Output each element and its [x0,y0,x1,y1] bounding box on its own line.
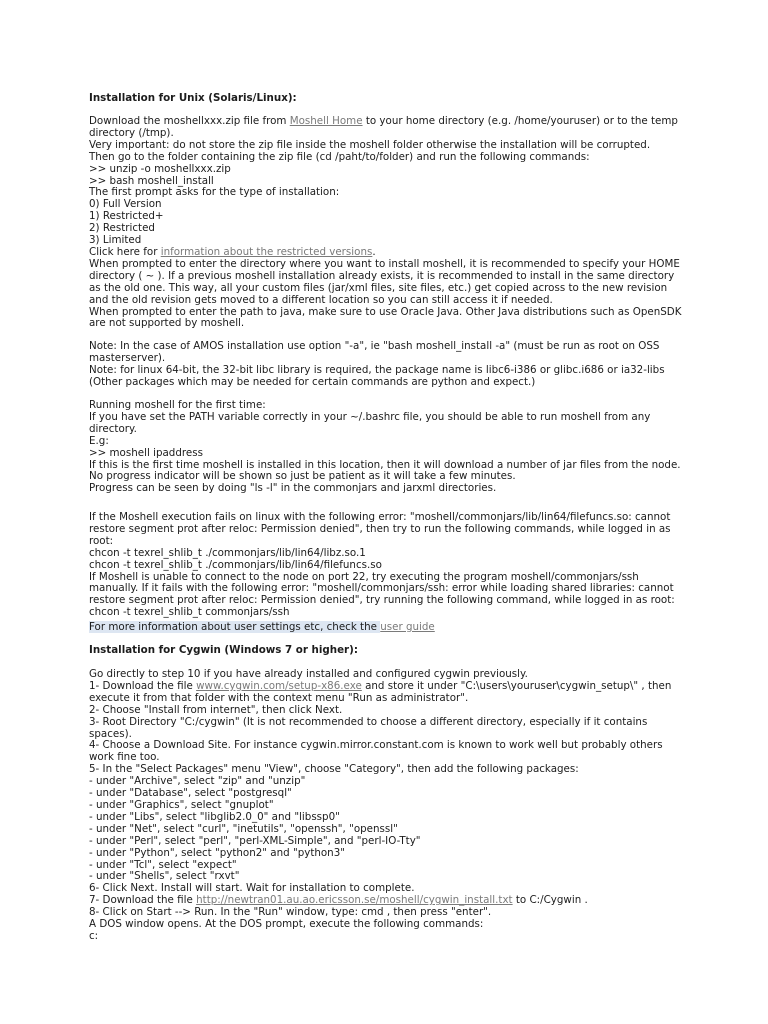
first-prompt-text: The first prompt asks for the type of installation: [89,186,340,199]
package-item: - under "Net", select "curl", "inetutils", "openssh", "openssl" [89,822,398,835]
step-2: 2- Choose "Install from internet", then click Next. [89,703,343,716]
step-4: 4- Choose a Download Site. For instance cygwin.mirror.constant.com is known to work well but probably others work fine too. [89,739,663,764]
package-item: - under "Graphics", select "gnuplot" [89,798,274,811]
step-8: 8- Click on Start --> Run. In the "Run" window, type: cmd , then press "enter". [89,906,492,919]
important-note: Very important: do not store the zip file inside the moshell folder otherwise the installation will be corrupted. [89,138,651,151]
unix-heading: Installation for Unix (Solaris/Linux): [89,92,297,104]
package-item: - under "Python", select "python2" and "python3" [89,846,345,859]
option-restricted-plus: 1) Restricted+ [89,210,164,223]
dos-command-c: c: [89,929,99,942]
ssh-error-text: If Moshell is unable to connect to the node on port 22, try executing the program moshell/commonjars/ssh manually. If it fails with the following error: "moshell/commonjars/ssh: error while loading shared libraries: cannot restore segment prot after reloc: Permission denied", try running the following command, while logged in as root: [89,570,675,607]
package-item: - under "Shells", select "rxvt" [89,870,240,883]
restricted-info-line: Click here for information about the restricted versions. [89,245,376,258]
step-6: 6- Click Next. Install will start. Wait for installation to complete. [89,882,415,895]
cygwin-install-link[interactable]: http://newtran01.au.ao.ericsson.se/moshell/cygwin_install.txt [196,894,513,907]
home-directory-paragraph: When prompted to enter the directory where you want to install moshell, it is recommended to specify your HOME directory ( ~ ). If a previous moshell installation already exists, it is recommended to install in the same directory as the old one. This way, all your custom files (jar/xml files, site files, etc.) get copied across to the new revision and the old revision gets moved to a different location so you can still access it if needed. [89,257,680,306]
filefuncs-error-text: If the Moshell execution fails on linux with the following error: "moshell/commonjars/lib/lin64/filefuncs.so: cannot restore segment prot after reloc: Permission denied", then try to run the following commands, while logged in as root: [89,511,671,547]
progress-text: Progress can be seen by doing "ls -l" in the commonjars and jarxml directories. [89,482,497,495]
libc-note: Note: for linux 64-bit, the 32-bit libc library is required, the package name is libc6-i386 or glibc.i686 or ia32-libs [89,363,665,376]
cygwin-setup-link[interactable]: www.cygwin.com/setup-x86.exe [196,679,362,692]
package-item: - under "Database", select "postgresql" [89,787,292,800]
cygwin-heading-block [89,645,689,657]
notes-section [89,341,689,389]
chcon-filefuncs-command: chcon -t texrel_shlib_t ./commonjars/lib/lin64/filefuncs.so [89,558,382,571]
restricted-versions-link[interactable]: information about the restricted versions [160,245,373,258]
moshell-home-link[interactable]: Moshell Home [289,115,363,127]
user-guide-link[interactable]: user guide [380,621,435,633]
package-item: - under "Perl", select "perl", "perl-XML-Simple", and "perl-IO-Tty" [89,834,421,847]
option-limited: 3) Limited [89,234,142,247]
cygwin-intro: Go directly to step 10 if you have already installed and configured cygwin previously. [89,668,528,680]
step-7: 7- Download the file http://newtran01.au.ao.ericsson.se/moshell/cygwin_install.txt to C:/Cygwin . [89,894,588,907]
chcon-libz-command: chcon -t texrel_shlib_t ./commonjars/lib/lin64/libz.so.1 [89,546,366,559]
step-3: 3- Root Directory "C:/cygwin" (It is not recommended to choose a different directory, especially if it contains spaces). [89,715,648,740]
dos-window-text: A DOS window opens. At the DOS prompt, execute the following commands: [89,918,484,931]
java-paragraph: When prompted to enter the path to java, make sure to use Oracle Java. Other Java distributions such as OpenSDK are not supported by moshell. [89,305,682,330]
unix-heading-block [89,93,689,105]
running-title: Running moshell for the first time: [89,399,266,411]
install-command: >> bash moshell_install [89,174,214,187]
example-label: E.g: [89,434,109,447]
option-restricted: 2) Restricted [89,222,155,235]
cygwin-heading: Installation for Cygwin (Windows 7 or higher): [89,644,358,656]
example-command: >> moshell ipaddress [89,446,203,459]
more-info-block [89,622,689,634]
package-item: - under "Libs", select "libglib2.0_0" and "libssp0" [89,810,340,823]
amos-note: Note: In the case of AMOS installation use option "-a", ie "bash moshell_install -a" (must be run as root on OSS masterserver). [89,340,660,364]
download-paragraph: Download the moshellxxx.zip file from Moshell Home to your home directory (e.g. /home/youruser) or to the temp directory (/tmp). [89,115,678,139]
unix-section [89,116,689,330]
step-5: 5- In the "Select Packages" menu "View", choose "Category", then add the following packages: [89,763,579,776]
chcon-ssh-command: chcon -t texrel_shlib_t commonjars/ssh [89,606,290,619]
packages-note: (Other packages which may be needed for certain commands are python and expect.) [89,375,536,388]
troubleshooting-section [89,512,689,619]
cygwin-section [89,669,689,943]
step-1: 1- Download the file www.cygwin.com/setup-x86.exe and store it under "C:\users\youruser\cygwin_setup\" , then execute it from that folder with the context menu "Run as administrator". [89,679,672,704]
unzip-command: >> unzip -o moshellxxx.zip [89,162,231,175]
path-text: If you have set the PATH variable correctly in your ~/.bashrc file, you should be able to run moshell from any directory. [89,410,651,435]
more-info-line: For more information about user settings etc, check the user guide [89,621,435,633]
running-section [89,400,689,495]
package-item: - under "Archive", select "zip" and "unzip" [89,775,306,788]
option-full: 0) Full Version [89,198,162,211]
goto-folder-text: Then go to the folder containing the zip file (cd /paht/to/folder) and run the following commands: [89,150,590,163]
first-time-text: If this is the first time moshell is installed in this location, then it will download a number of jar files from the node. No progress indicator will be shown so just be patient as it will take a few minutes. [89,458,681,483]
package-item: - under "Tcl", select "expect" [89,858,237,871]
